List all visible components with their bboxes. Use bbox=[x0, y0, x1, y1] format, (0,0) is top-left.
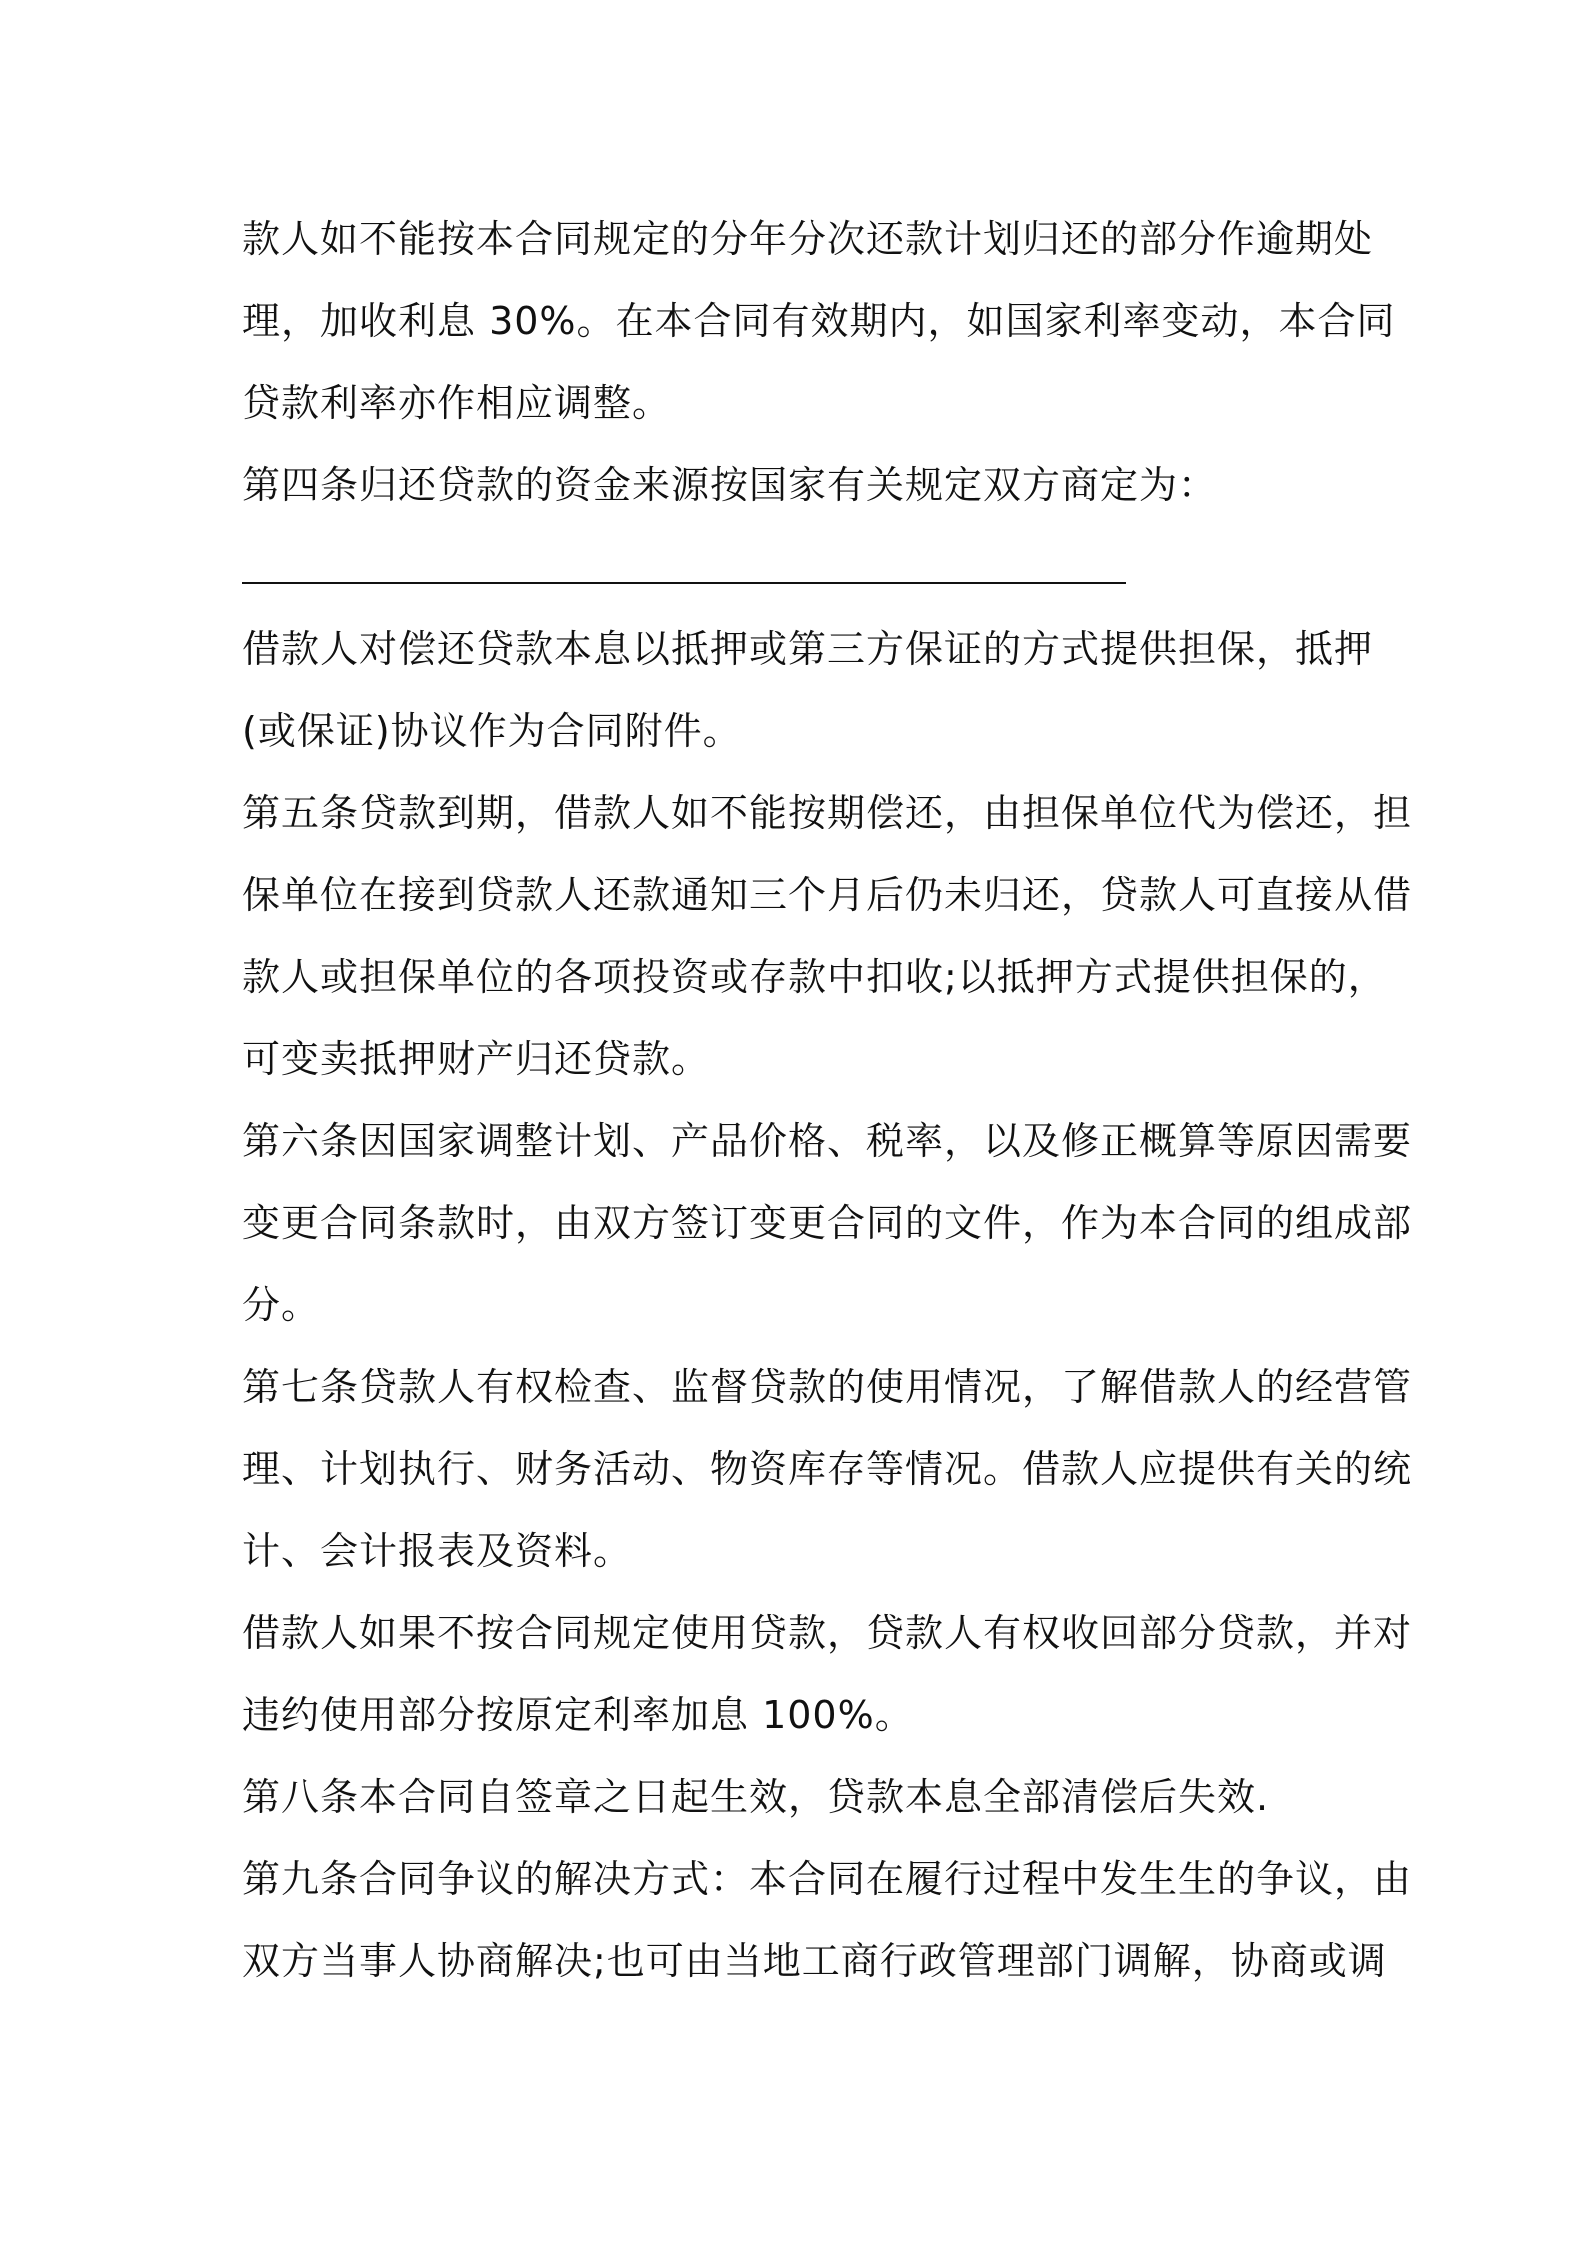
text-line: 计、会计报表及资料。 bbox=[242, 1529, 633, 1573]
text-line: 双方当事人协商解决;也可由当地工商行政管理部门调解，协商或调 bbox=[242, 1939, 1387, 1983]
text-line: 第五条贷款到期，借款人如不能按期偿还，由担保单位代为偿还，担 bbox=[242, 791, 1413, 835]
text-line: 第九条合同争议的解决方式：本合同在履行过程中发生生的争议，由 bbox=[242, 1857, 1413, 1901]
text-line: 第四条归还贷款的资金来源按国家有关规定双方商定为： bbox=[242, 463, 1218, 507]
text-line: 保单位在接到贷款人还款通知三个月后仍未归还，贷款人可直接从借 bbox=[242, 873, 1413, 917]
text-line: 第六条因国家调整计划、产品价格、税率，以及修正概算等原因需要 bbox=[242, 1119, 1413, 1163]
text-line: 变更合同条款时，由双方签订变更合同的文件，作为本合同的组成部 bbox=[242, 1201, 1413, 1245]
fill-in-blank bbox=[242, 526, 1362, 608]
text-line: 款人或担保单位的各项投资或存款中扣收;以抵押方式提供担保的， bbox=[242, 955, 1387, 999]
text-line: 可变卖抵押财产归还贷款。 bbox=[242, 1037, 711, 1081]
text-line: (或保证)协议作为合同附件。 bbox=[242, 709, 742, 753]
text-line: 分。 bbox=[242, 1283, 321, 1327]
contract-text bbox=[242, 198, 1413, 2002]
text-line: 款人如不能按本合同规定的分年分次还款计划归还的部分作逾期处 bbox=[242, 217, 1374, 261]
text-line: 理，加收利息 30%。在本合同有效期内，如国家利率变动，本合同 bbox=[242, 299, 1396, 343]
text-line: 第八条本合同自签章之日起生效，贷款本息全部清偿后失效. bbox=[242, 1775, 1270, 1819]
text-line: 第七条贷款人有权检查、监督贷款的使用情况，了解借款人的经营管 bbox=[242, 1365, 1413, 1409]
text-line: 理、计划执行、财务活动、物资库存等情况。借款人应提供有关的统 bbox=[242, 1447, 1413, 1491]
text-line: 贷款利率亦作相应调整。 bbox=[242, 381, 672, 425]
text-line: 借款人对偿还贷款本息以抵押或第三方保证的方式提供担保，抵押 bbox=[242, 627, 1374, 671]
text-line: 借款人如果不按合同规定使用贷款，贷款人有权收回部分贷款，并对 bbox=[242, 1611, 1413, 1655]
blank-underline bbox=[242, 582, 1126, 584]
text-line: 违约使用部分按原定利率加息 100%。 bbox=[242, 1693, 914, 1737]
